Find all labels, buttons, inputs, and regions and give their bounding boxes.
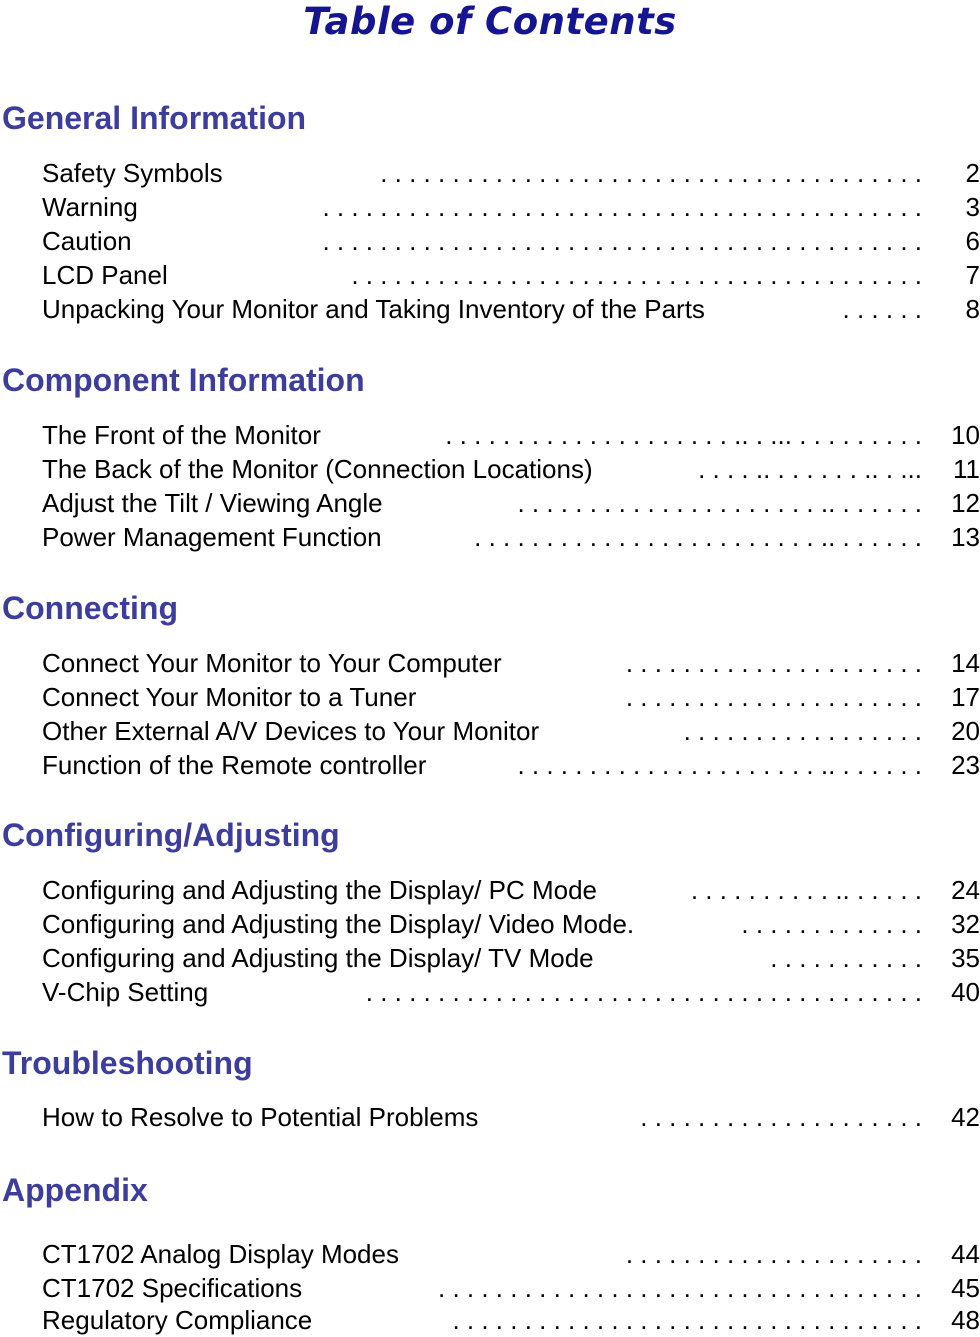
toc-entry-label: Connect Your Monitor to a Tuner [42,682,417,712]
toc-entry-page: 11 [953,454,980,484]
toc-entry-page: 20 [951,716,980,746]
toc-entry-page: 45 [951,1273,980,1303]
toc-entry-label: CT1702 Analog Display Modes [42,1239,399,1269]
toc-entry-label: Configuring and Adjusting the Display/ TV Mode [42,943,594,973]
toc-entry-leader: . . . . . . . . . . . . . . . . . . . . . [625,682,922,712]
toc-entry[interactable] [42,1303,980,1337]
toc-entry-label: LCD Panel [42,260,168,290]
toc-entry-label: Connect Your Monitor to Your Computer [42,648,502,678]
toc-entry-leader: . . . . . . . . . . . . . [741,909,922,939]
toc-entry-page: 17 [951,682,980,712]
section-heading-configuring-adjusting: Configuring/Adjusting [2,817,340,853]
toc-entry-leader: . . . . . . . . . . . . . . . . . . . . . [625,648,922,678]
section-heading-general-information: General Information [2,100,307,136]
toc-entry[interactable] [42,156,980,190]
toc-entry-leader: . . . . . . . . . . . . . . . . . . . . . . . . . . . . . . . . . . . . . . . [365,977,922,1007]
toc-entry[interactable] [42,520,980,554]
toc-entry[interactable] [42,714,980,748]
toc-entry[interactable] [42,486,980,520]
toc-entry-page: 13 [951,522,980,552]
toc-entry-leader: . . . . . . . . . . . . . . . . . . . . . .. . . . . . . [517,488,922,518]
toc-entry-leader: . . . . . . . . . . . . . . . . . . . . . . . . . . . . . . . . . . . . . . . . [351,260,922,290]
toc-entry-leader: . . . . . . . . . . . . . . . . . . . . . . . . . . . . . . . . . . . . . . . . . . [322,226,922,256]
toc-entry-label: Regulatory Compliance [42,1305,313,1335]
toc-entry[interactable] [42,680,980,714]
toc-entry-page: 23 [951,750,980,780]
toc-entry-page: 2 [965,158,980,188]
toc-entry-leader: . . . . . . . . . . . . . . . . . [683,716,922,746]
toc-entry[interactable] [42,941,980,975]
toc-entry[interactable] [42,873,980,907]
toc-entry[interactable] [42,190,980,224]
toc-entry-leader: . . . . . . . . . . . . . . . . . . . . . . . . . . . . . . . . . . . . . . [380,158,922,188]
toc-entry-label: The Front of the Monitor [42,420,321,450]
toc-entry[interactable] [42,1100,980,1134]
toc-entry[interactable] [42,975,980,1009]
toc-entry-page: 12 [951,488,980,518]
toc-entry-label: Power Management Function [42,522,382,552]
toc-entry-page: 3 [965,192,980,222]
toc-entry-leader: . . . . . . . . . . . . . . . . . . . . . .. . . . . . . [517,750,922,780]
toc-entry-leader: . . . . .. . . . . . . .. . ... [698,454,922,484]
toc-entry-page: 14 [951,648,980,678]
toc-entry-page: 10 [951,420,980,450]
section-heading-connecting: Connecting [2,590,178,626]
toc-entry-page: 44 [951,1239,980,1269]
toc-entry[interactable] [42,907,980,941]
toc-entry-page: 35 [951,943,980,973]
toc-entry-label: Adjust the Tilt / Viewing Angle [42,488,383,518]
toc-entry-page: 6 [965,226,980,256]
toc-entry-leader: . . . . . . [842,294,922,324]
toc-entry-label: How to Resolve to Potential Problems [42,1102,479,1132]
toc-entry-page: 7 [965,260,980,290]
toc-entry-page: 32 [951,909,980,939]
section-heading-component-information: Component Information [2,362,365,398]
toc-entry-label: Unpacking Your Monitor and Taking Inventory of the Parts [42,294,705,324]
toc-entry[interactable] [42,452,980,486]
toc-entry-label: V-Chip Setting [42,977,209,1007]
toc-entry-label: Configuring and Adjusting the Display/ PC Mode [42,875,597,905]
section-heading-appendix: Appendix [2,1172,148,1208]
toc-entry-leader: . . . . . . . . . . . . . . . . . . . . .. . ... . . . . . . . . . [445,420,922,450]
toc-entry[interactable] [42,224,980,258]
toc-entry-label: Warning [42,192,138,222]
toc-entry-leader: . . . . . . . . . . . [770,943,922,973]
toc-entry[interactable] [42,258,980,292]
page-title: Table of Contents [303,0,677,43]
toc-entry-leader: . . . . . . . . . . . . . . . . . . . . [640,1102,922,1132]
section-heading-troubleshooting: Troubleshooting [2,1045,253,1081]
toc-entry-label: The Back of the Monitor (Connection Locations) [42,454,593,484]
toc-entry-page: 40 [951,977,980,1007]
toc-entry-label: Caution [42,226,132,256]
toc-entry-label: Other External A/V Devices to Your Monitor [42,716,540,746]
toc-entry-leader: . . . . . . . . . . . . . . . . . . . . . . . . . . . . . . . . . [452,1305,922,1335]
toc-entry-label: Function of the Remote controller [42,750,427,780]
toc-entry-page: 42 [951,1102,980,1132]
toc-entry-leader: . . . . . . . . . . . . . . . . . . . . . . . . . . . . . . . . . . . . . . . . . . [322,192,922,222]
toc-entry[interactable] [42,1237,980,1271]
toc-entry-label: Safety Symbols [42,158,223,188]
toc-entry-page: 48 [951,1305,980,1335]
toc-entry-leader: . . . . . . . . . . .. . . . . . [690,875,922,905]
toc-entry[interactable] [42,646,980,680]
toc-entry[interactable] [42,418,980,452]
toc-entry[interactable] [42,748,980,782]
toc-entry-label: CT1702 Specifications [42,1273,303,1303]
toc-entry-label: Configuring and Adjusting the Display/ Video Mode. [42,909,635,939]
toc-entry-leader: . . . . . . . . . . . . . . . . . . . . . [625,1239,922,1269]
toc-entry[interactable] [42,292,980,326]
toc-entry-page: 8 [965,294,980,324]
toc-entry[interactable] [42,1271,980,1305]
toc-entry-leader: . . . . . . . . . . . . . . . . . . . . . . . . .. . . . . . . [474,522,922,552]
toc-entry-page: 24 [951,875,980,905]
toc-entry-leader: . . . . . . . . . . . . . . . . . . . . . . . . . . . . . . . . . . [438,1273,922,1303]
